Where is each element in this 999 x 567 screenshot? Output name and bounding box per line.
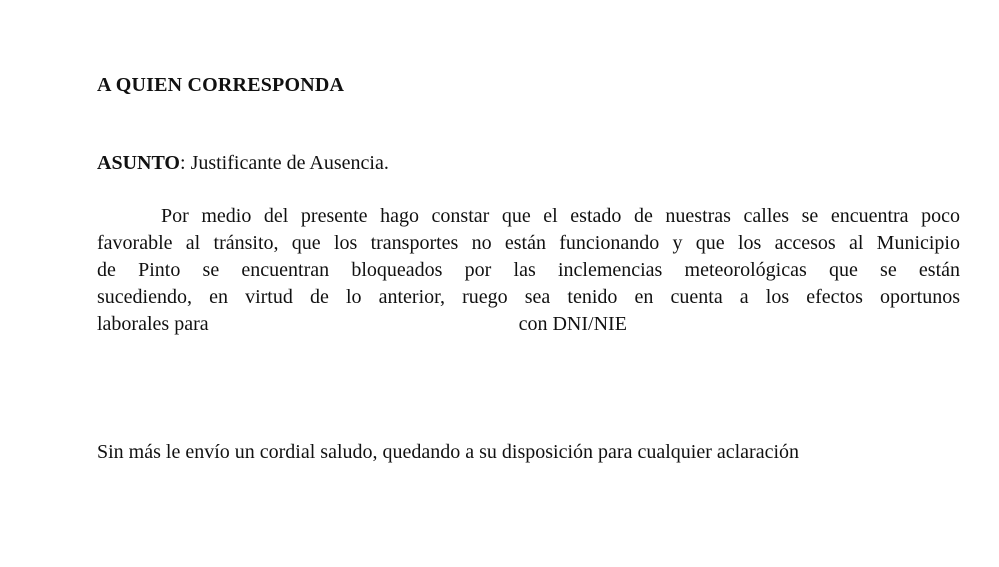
letter-heading: A QUIEN CORRESPONDA: [97, 74, 345, 96]
closing-line: Sin más le envío un cordial saludo, quedando a su disposición para cualquier aclaración: [97, 441, 800, 463]
body-line: de Pinto se encuentran bloqueados por las inclemencias meteorológicas que se están: [97, 259, 960, 281]
subject-separator: :: [180, 152, 186, 174]
body-last-line-end: con DNI/NIE: [518, 313, 627, 335]
body-paragraph: [97, 203, 960, 338]
body-line: Por medio del presente hago constar que el estado de nuestras calles se encuentra poco: [161, 205, 960, 227]
subject-text: Justificante de Ausencia.: [185, 152, 389, 174]
body-line: favorable al tránsito, que los transportes no están funcionando y que los accesos al Municipio: [97, 232, 960, 254]
body-line: sucediendo, en virtud de lo anterior, ruego sea tenido en cuenta a los efectos oportunos: [97, 286, 960, 308]
subject-line: [97, 152, 389, 175]
body-line-last: [97, 311, 960, 338]
body-last-line-start: laborales para: [97, 313, 209, 335]
subject-label: ASUNTO: [97, 152, 180, 174]
